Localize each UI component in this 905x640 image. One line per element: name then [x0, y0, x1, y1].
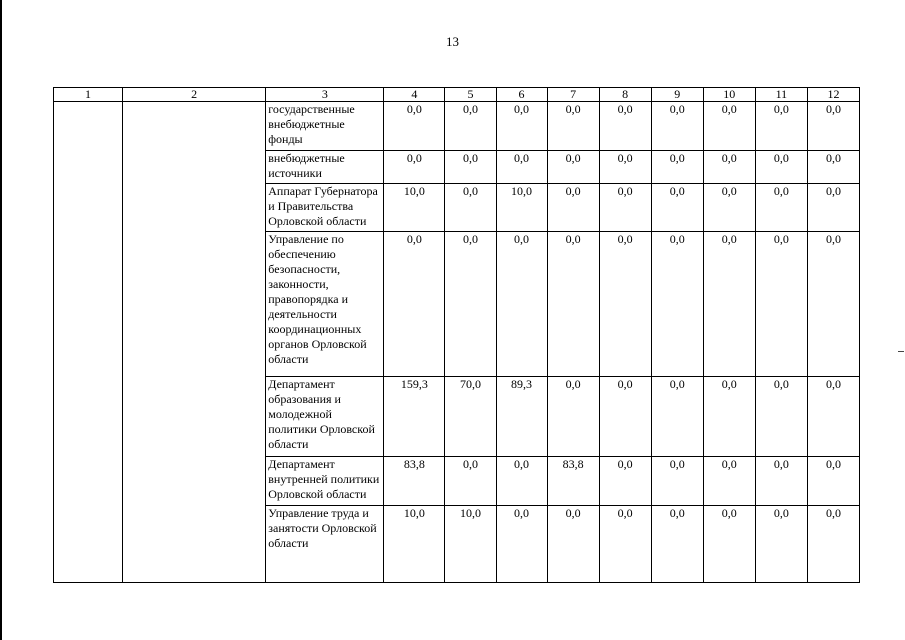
- row-label: Департамент внутренней политики Орловской области: [266, 457, 384, 506]
- col-header: 9: [651, 88, 703, 102]
- value-cell: 0,0: [703, 102, 755, 151]
- value-cell: 0,0: [599, 506, 651, 583]
- value-cell: 0,0: [547, 150, 599, 183]
- value-cell: 0,0: [599, 150, 651, 183]
- col-header: 3: [266, 88, 384, 102]
- col-header: 5: [445, 88, 496, 102]
- col-header: 6: [496, 88, 547, 102]
- value-cell: 0,0: [445, 183, 496, 232]
- value-cell: 0,0: [599, 183, 651, 232]
- row-label: Аппарат Губернатора и Правительства Орловской области: [266, 183, 384, 232]
- col-header: 10: [703, 88, 755, 102]
- row-label: Управление труда и занятости Орловской области: [266, 506, 384, 583]
- page-number: 13: [446, 34, 459, 49]
- row-label: Департамент образования и молодежной политики Орловской области: [266, 376, 384, 457]
- value-cell: 0,0: [496, 102, 547, 151]
- value-cell: 0,0: [496, 150, 547, 183]
- budget-table: [53, 87, 860, 583]
- value-cell: 0,0: [703, 457, 755, 506]
- value-cell: 0,0: [547, 102, 599, 151]
- value-cell: 0,0: [807, 232, 859, 376]
- col-header: 2: [123, 88, 266, 102]
- col-header: 8: [599, 88, 651, 102]
- value-cell: 0,0: [703, 183, 755, 232]
- value-cell: 0,0: [547, 376, 599, 457]
- value-cell: 0,0: [547, 506, 599, 583]
- value-cell: 83,8: [547, 457, 599, 506]
- value-cell: 0,0: [651, 376, 703, 457]
- value-cell: 0,0: [755, 376, 807, 457]
- col-header: 12: [807, 88, 859, 102]
- value-cell: 0,0: [651, 232, 703, 376]
- value-cell: 0,0: [599, 457, 651, 506]
- value-cell: 0,0: [384, 232, 445, 376]
- value-cell: 10,0: [384, 183, 445, 232]
- row-label: государственные внебюджетные фонды: [266, 102, 384, 151]
- value-cell: 0,0: [384, 102, 445, 151]
- value-cell: 0,0: [755, 232, 807, 376]
- value-cell: 70,0: [445, 376, 496, 457]
- value-cell: 0,0: [807, 150, 859, 183]
- table-row: [54, 102, 860, 151]
- value-cell: 89,3: [496, 376, 547, 457]
- value-cell: 0,0: [599, 232, 651, 376]
- value-cell: 0,0: [445, 232, 496, 376]
- col-header: 7: [547, 88, 599, 102]
- page-left-edge: [0, 0, 2, 640]
- value-cell: 0,0: [547, 232, 599, 376]
- value-cell: 0,0: [445, 102, 496, 151]
- value-cell: 10,0: [445, 506, 496, 583]
- value-cell: 0,0: [807, 376, 859, 457]
- value-cell: 0,0: [496, 506, 547, 583]
- value-cell: 0,0: [651, 457, 703, 506]
- value-cell: 0,0: [651, 183, 703, 232]
- col-header: 4: [384, 88, 445, 102]
- value-cell: 0,0: [755, 150, 807, 183]
- merged-cell-col2: [123, 102, 266, 583]
- value-cell: 159,3: [384, 376, 445, 457]
- value-cell: 0,0: [807, 183, 859, 232]
- col-header: 11: [755, 88, 807, 102]
- margin-mark: [898, 351, 904, 352]
- value-cell: 0,0: [703, 232, 755, 376]
- value-cell: 0,0: [384, 150, 445, 183]
- value-cell: 0,0: [651, 150, 703, 183]
- row-label: внебюджетные источники: [266, 150, 384, 183]
- value-cell: 83,8: [384, 457, 445, 506]
- value-cell: 0,0: [703, 150, 755, 183]
- value-cell: 0,0: [651, 102, 703, 151]
- value-cell: 0,0: [445, 457, 496, 506]
- value-cell: 0,0: [496, 457, 547, 506]
- value-cell: 0,0: [755, 457, 807, 506]
- value-cell: 0,0: [445, 150, 496, 183]
- value-cell: 0,0: [547, 183, 599, 232]
- value-cell: 10,0: [496, 183, 547, 232]
- value-cell: 0,0: [703, 506, 755, 583]
- value-cell: 0,0: [807, 102, 859, 151]
- col-header: 1: [54, 88, 123, 102]
- value-cell: 0,0: [755, 102, 807, 151]
- value-cell: 0,0: [703, 376, 755, 457]
- row-label: Управление по обеспечению безопасности, законности, правопорядка и деятельности координационных органов Орловской области: [266, 232, 384, 376]
- merged-cell-col1: [54, 102, 123, 583]
- table-header-row: [54, 88, 860, 102]
- value-cell: 0,0: [755, 183, 807, 232]
- value-cell: 0,0: [807, 506, 859, 583]
- value-cell: 0,0: [599, 102, 651, 151]
- value-cell: 10,0: [384, 506, 445, 583]
- value-cell: 0,0: [651, 506, 703, 583]
- value-cell: 0,0: [496, 232, 547, 376]
- value-cell: 0,0: [755, 506, 807, 583]
- value-cell: 0,0: [599, 376, 651, 457]
- value-cell: 0,0: [807, 457, 859, 506]
